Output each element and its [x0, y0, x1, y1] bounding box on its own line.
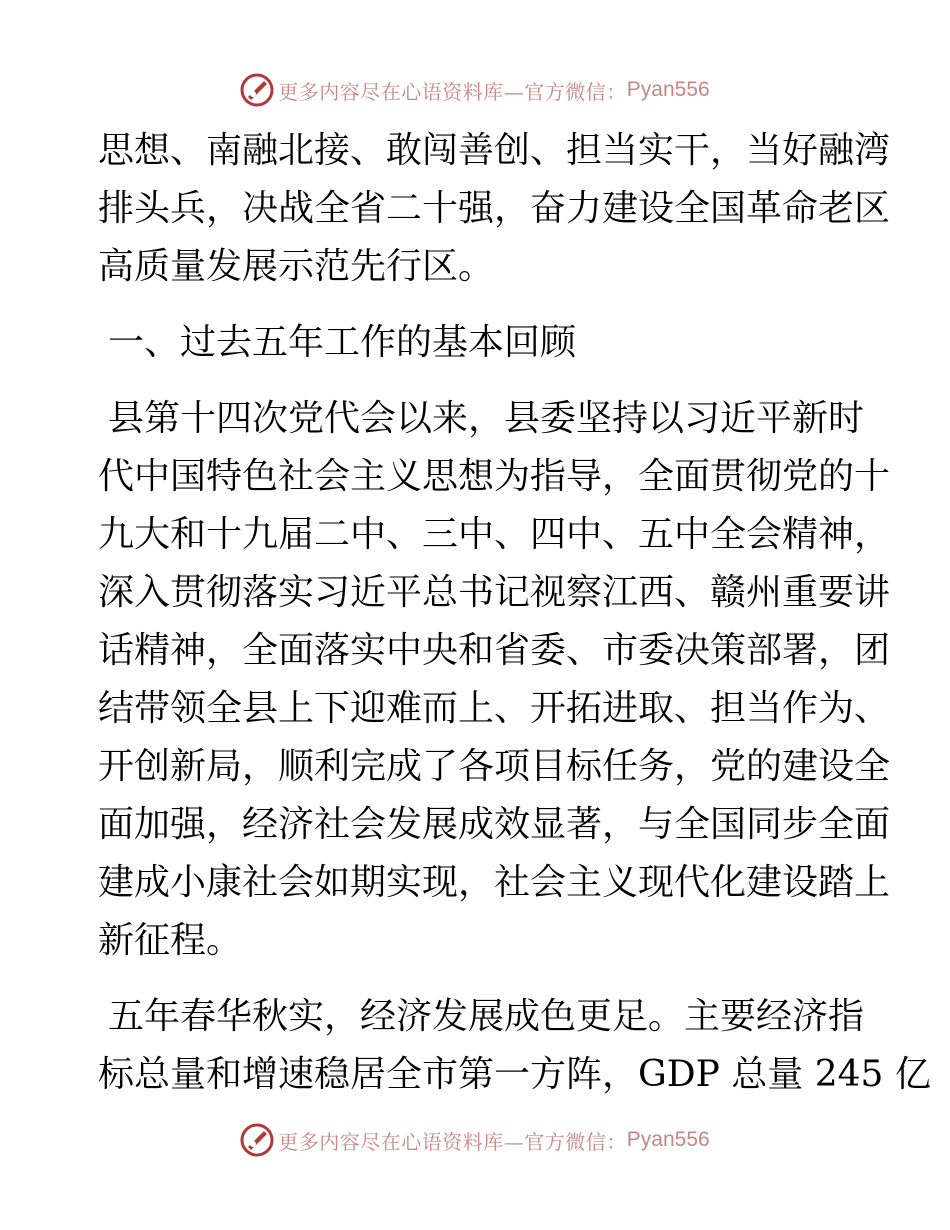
- paragraph-2: [98, 390, 891, 970]
- watermark-text: 更多内容尽在心语资料库—官方微信：: [278, 1129, 627, 1154]
- footer-watermark: [0, 1120, 950, 1160]
- header-watermark: [0, 70, 950, 110]
- text-line: 结带领全县上下迎难而上、开拓进取、担当作为、: [98, 688, 891, 729]
- watermark-text: 更多内容尽在心语资料库—官方微信：: [278, 79, 627, 104]
- watermark-wechat-id: Pyan556: [626, 1128, 710, 1151]
- text-line: 排头兵，决战全省二十强，奋力建设全国革命老区: [98, 188, 891, 229]
- document-body: [98, 122, 931, 1104]
- text-line: 面加强，经济社会发展成效显著，与全国同步全面: [98, 804, 891, 845]
- text-line: 五年春华秋实，经济发展成色更足。主要经济指: [108, 996, 865, 1037]
- logo-icon: [240, 73, 274, 107]
- text-line: 深入贯彻落实习近平总书记视察江西、赣州重要讲: [98, 572, 891, 613]
- text-line: 标总量和增速稳居全市第一方阵，GDP 总量 245 亿: [98, 1054, 931, 1095]
- paragraph-1: [98, 122, 891, 296]
- text-line: 建成小康社会如期实现，社会主义现代化建设踏上: [98, 862, 891, 903]
- paragraph-3: [98, 988, 931, 1104]
- section-heading: 一、过去五年工作的基本回顾: [108, 322, 577, 363]
- watermark-wechat-id: Pyan556: [626, 78, 710, 101]
- text-line: 开创新局，顺利完成了各项目标任务，党的建设全: [98, 746, 891, 787]
- text-line: 话精神，全面落实中央和省委、市委决策部署，团: [98, 630, 891, 671]
- text-line: 九大和十九届二中、三中、四中、五中全会精神，: [98, 514, 891, 555]
- text-line: 思想、南融北接、敢闯善创、担当实干，当好融湾: [98, 130, 891, 171]
- text-line: 代中国特色社会主义思想为指导，全面贯彻党的十: [98, 456, 891, 497]
- text-line: 县第十四次党代会以来，县委坚持以习近平新时: [108, 398, 865, 439]
- text-line: 新征程。: [98, 920, 243, 961]
- text-line: 高质量发展示范先行区。: [98, 246, 495, 287]
- logo-icon: [240, 1123, 274, 1157]
